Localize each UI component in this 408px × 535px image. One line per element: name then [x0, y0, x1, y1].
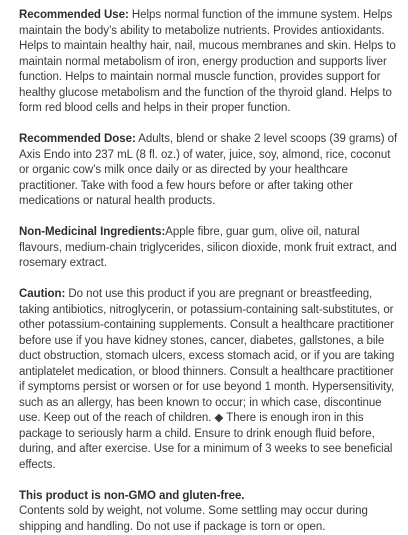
- caution-label: Caution:: [19, 288, 65, 300]
- recommended-use-label: Recommended Use:: [19, 9, 129, 21]
- non-gmo-heading: This product is non-GMO and gluten-free.: [19, 490, 244, 502]
- recommended-use-section: [19, 8, 401, 117]
- recommended-use-text: Helps normal function of the immune system. Helps maintain the body’s ability to metabolize nutrients. Provides antioxidants. Helps to maintain healthy hair, nail, mucous membranes and skin. Helps to maintain normal metabolism of iron, energy production and supports liver function. Helps to maintain normal muscle function, provides support for healthy glucose metabolism and the function of the thyroid gland. Helps to form red blood cells and helps in their proper function.: [19, 9, 396, 114]
- caution-text: Do not use this product if you are pregnant or breastfeeding, taking antibiotics, nitroglycerin, or potassium-containing salt-substitutes, or other potassium-containing supplements. Consult a healthcare practitioner before use if you have kidney stones, cancer, diabetes, gallstones, a bile duct obstruction, stomach ulcers, excess stomach acid, or if you are taking antiplatelet medication, or blood thinners. Consult a healthcare practitioner if symptoms persist or worsen or for use beyond 1 month. Hypersensitivity, such as an allergy, has been known to occur; in which case, discontinue use. Keep out of the reach of children. ◆ There is enough iron in this package to seriously harm a child. Ensure to drink enough fluid before, during, and after exercise. Use for a minimum of 3 weeks to see beneficial effects.: [19, 288, 394, 471]
- recommended-dose-label: Recommended Dose:: [19, 133, 136, 145]
- product-info-document: [19, 8, 401, 535]
- footer-section: [19, 489, 401, 535]
- non-medicinal-ingredients-section: [19, 225, 401, 272]
- non-medicinal-ingredients-label: Non-Medicinal Ingredients:: [19, 226, 165, 238]
- recommended-dose-section: [19, 132, 401, 210]
- section-spacer: [19, 117, 401, 133]
- section-spacer: [19, 473, 401, 489]
- recommended-dose-text: Adults, blend or shake 2 level scoops (39 grams) of Axis Endo into 237 mL (8 fl. oz.) of water, juice, soy, almond, rice, coconut or organic cow’s milk once daily or as directed by your healthcare practitioner. Take with food a few hours before or after taking other medications or natural health products.: [19, 133, 397, 207]
- footer-text: Contents sold by weight, not volume. Some settling may occur during shipping and handling. Do not use if package is torn or open.: [19, 505, 368, 533]
- section-spacer: [19, 272, 401, 288]
- caution-section: [19, 287, 401, 473]
- section-spacer: [19, 210, 401, 226]
- non-medicinal-ingredients-text: Apple fibre, guar gum, olive oil, natural flavours, medium-chain triglycerides, silicon dioxide, monk fruit extract, and rosemary extract.: [19, 226, 397, 269]
